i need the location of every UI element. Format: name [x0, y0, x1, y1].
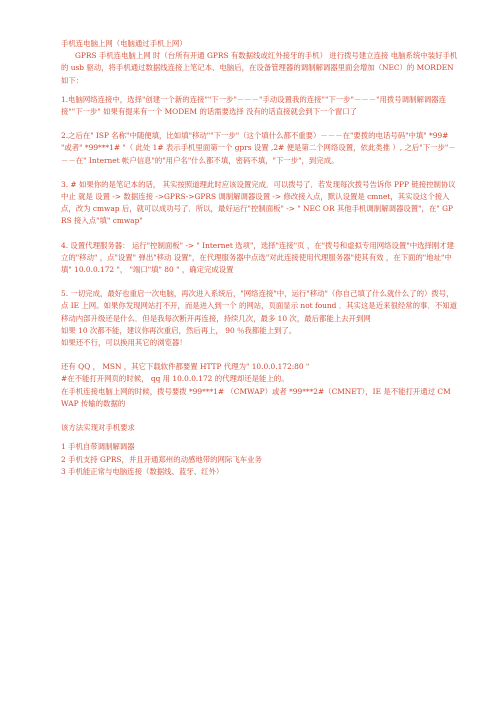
step-2: 2.之后在" ISP 名称"中随便填，比如填"移动""下一步"（这个填什么都不重要）－－－在"要拨的电话号码"中填" *99# "或者" *99***1# "（ 此处 1# 表示手机里面第一个 gprs 设置 ,2# 便是第二个网络设置，依此类推 ）, 之后"下一步"－－－在" Internet 帐户信息"的"用户名"什么都不填，密码不填，"下一步"，到完成。 — [61, 131, 456, 165]
step-5: 5. 一切完成，最好也重启一次电脑，再次进入系统后，"网络连接"中，运行"移动"（你自己填了什么就什么了的）拨号，点 IE 上网。如果你发现网站打不开，而是进入到一个 的网站，页面显示 not found ．其实这是近来很经常的事．不知道移动内部升级还是什么．但是我每次断开再连接，持续几次，最多 10 次，最后都能上去开到网 — [61, 289, 457, 323]
step-5-followup: 如果 10 次都不能，建议你再次重启，然后再上， 90 ％我都能上到了。 — [61, 325, 297, 335]
requirement-item: 2 手机支持 GPRS，并且开通郑州的动感地带的网际飞车业务 — [61, 454, 262, 464]
step-1: 1.电脑网络连接中，选择"创建一个新的连接""下一步"－－－"手动设置我的连接""下一步"－－－"用拨号调制解调器连接""下一步" 如果有提来有一个 MODEM 的话需要选择 没有的话直接就会到下一个窗口了 — [61, 94, 447, 117]
intro-tail: 如下： — [61, 75, 84, 85]
qq-note: #在不能打开网页的时候， qq 用 10.0.0.172 的代理却还是能上的。 — [61, 374, 289, 384]
step-5-browser-note: 如果还不行，可以换用其它的浏览器！ — [61, 338, 187, 348]
requirement-item: 1 手机自带调制解调器 — [61, 442, 135, 452]
step-4: 4. 设置代理服务器： 运行"控制面板" -> " Internet 选项"，选择"连接"页 ，在"拨号和虚拟专用网络设置"中选择刚才建立的"移动" ，点"设置" 弹出"移动 设置"，在代理服务器中点选"对此连接使用代理服务器"使其有效 ，在下面的"地址"中填" 10.0.0.172 "， "端口"填" 80 " ，确定完成设置 — [61, 240, 455, 275]
requirement-item: 3 手机能正常与电脑连接（数据线、蓝牙、红外） — [61, 467, 224, 477]
dial-note: 在手机连接电脑上网的时候，拨号要拨 *99***1# （CMWAP）或者 *99***2#（CMNET），IE 是不能打开通过 CMWAP 传输的数据的 — [61, 386, 451, 408]
requirements-title: 该方法实现对手机要求 — [61, 423, 135, 433]
proxy-note: 还有 QQ ， MSN ，其它下载软件都要置 HTTP 代理为" 10.0.0.172:80 " — [61, 362, 310, 372]
step-3: 3. # 如果你的是笔记本的话， 其实按照道理此时应该设置完成．可以拨号了．若发现每次拨号告诉你 PPP 链接控制协议中止 就是 设置 -> 数据连接 ->GPRS->GPRS 调制解调器设置 -> 修改接入点，默认设置是 cmnet，其实设这个接入点，改为 cmwap 后，就可以成功号了．所以，最好运行"控制面板" -> " NEC OR 其他手机调制解调器设置"，在" GPRS 接入点"填" cmwap" — [61, 179, 456, 226]
document-title: 手机连电脑上网（电脑通过手机上网） — [61, 39, 187, 48]
intro-paragraph: GPRS 手机连电脑上网 时（台所有开通 GPRS 有数据线或红外接牙的手机） 进行拨号建立连接 电脑系统中装好手机的 usb 驱动，将手机通过数据线连接上笔记本、电脑后，在设备管理器的调制解调器里面会增加（NEC）的 MORDEN — [61, 51, 458, 73]
